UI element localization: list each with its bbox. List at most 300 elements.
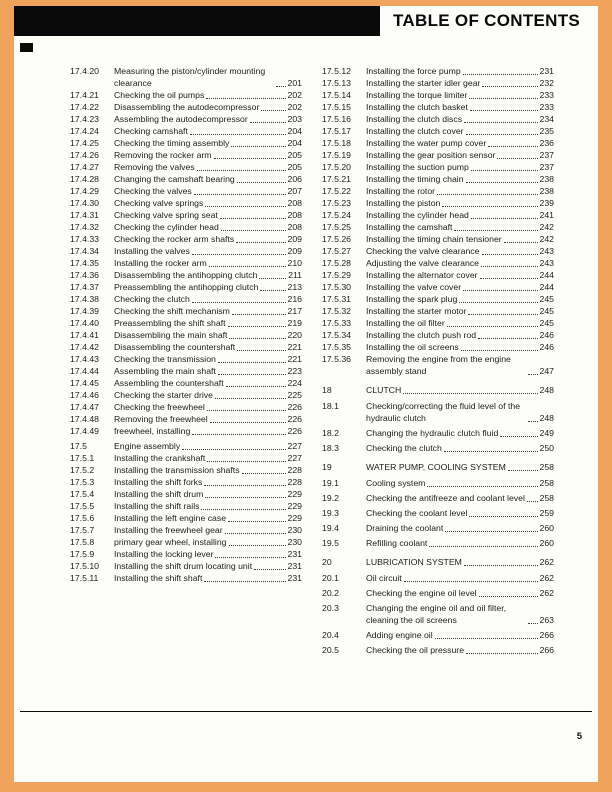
toc-entry-body <box>114 281 302 293</box>
toc-entry-title: Installing the gear position sensor <box>366 150 496 160</box>
toc-entry[interactable] <box>322 281 554 293</box>
toc-entry-title: Refilling coolant <box>366 538 428 548</box>
toc-entry-number: 20.1 <box>322 573 339 583</box>
toc-entry-number: 17.5.18 <box>322 138 351 148</box>
toc-entry-title: Installing the shift forks <box>114 477 203 487</box>
toc-entry[interactable] <box>322 137 554 149</box>
header-rule-bar <box>14 6 380 36</box>
toc-entry-body <box>366 384 554 396</box>
toc-entry-number: 17.5.3 <box>70 477 95 487</box>
dot-leader <box>466 182 538 183</box>
toc-entry-title: Installing the oil filter <box>366 318 445 328</box>
toc-entry-title: Installing the timing chain tensioner <box>366 234 502 244</box>
toc-entry-title: Installing the shift drum <box>114 489 204 499</box>
toc-entry-title: CLUTCH <box>366 385 402 395</box>
toc-entry[interactable] <box>70 137 302 149</box>
dot-leader <box>194 194 286 195</box>
toc-entry[interactable] <box>322 329 554 341</box>
toc-entry[interactable] <box>322 65 554 77</box>
dot-leader <box>231 146 285 147</box>
toc-entry-body <box>114 113 302 125</box>
toc-entry[interactable] <box>70 101 302 113</box>
dot-leader <box>215 398 286 399</box>
toc-entry[interactable] <box>70 197 302 209</box>
dot-leader <box>488 146 537 147</box>
toc-entry-body <box>114 548 302 560</box>
toc-entry-title: Checking/correcting the fluid level of the hydraulic clutch <box>366 401 521 423</box>
toc-entry-body <box>366 507 554 519</box>
toc-entry-page: 202 <box>287 90 302 100</box>
toc-entry-body <box>366 522 554 534</box>
toc-entry-number: 17.4.41 <box>70 330 99 340</box>
dot-leader <box>429 546 537 547</box>
toc-entry-title: Checking valve springs <box>114 198 204 208</box>
toc-entry-body <box>114 572 302 584</box>
toc-entry-page: 243 <box>539 246 554 256</box>
toc-entry-number: 17.5.29 <box>322 270 351 280</box>
toc-entry-body <box>114 161 302 173</box>
toc-entry-title: WATER PUMP, COOLING SYSTEM <box>366 462 506 472</box>
toc-entry-page: 246 <box>539 342 554 352</box>
toc-entry[interactable] <box>70 572 302 584</box>
toc-column-right <box>322 65 554 656</box>
toc-entry[interactable] <box>322 644 554 656</box>
toc-entry-page: 259 <box>539 508 554 518</box>
toc-entry-number: 17.5.27 <box>322 246 351 256</box>
dot-leader <box>482 86 537 87</box>
toc-entry[interactable] <box>70 329 302 341</box>
toc-entry-number: 17.5.9 <box>70 549 95 559</box>
toc-entry-title: LUBRICATION SYSTEM <box>366 557 462 567</box>
toc-entry-page: 266 <box>539 645 554 655</box>
toc-entry-page: 206 <box>287 174 302 184</box>
toc-column-left <box>70 65 302 656</box>
toc-entry-page: 229 <box>287 501 302 511</box>
dot-leader <box>218 374 286 375</box>
toc-entry-body <box>366 185 554 197</box>
toc-entry-title: Removing the rocker arm <box>114 150 212 160</box>
toc-entry[interactable] <box>70 413 302 425</box>
toc-entry-number: 17.5.32 <box>322 306 351 316</box>
toc-entry-page: 237 <box>539 162 554 172</box>
dot-leader <box>205 206 285 207</box>
toc-entry-page: 205 <box>287 150 302 160</box>
toc-entry-page: 228 <box>287 465 302 475</box>
toc-entry-number: 17.4.42 <box>70 342 99 352</box>
toc-entry[interactable] <box>322 442 554 454</box>
toc-entry-body <box>114 488 302 500</box>
toc-entry-body <box>114 257 302 269</box>
toc-entry-title: Installing the torque limiter <box>366 90 468 100</box>
toc-entry-page: 238 <box>539 186 554 196</box>
toc-entry[interactable] <box>322 427 554 439</box>
dot-leader <box>442 206 537 207</box>
toc-entry-title: Installing the clutch discs <box>366 114 463 124</box>
toc-entry-number: 19.1 <box>322 478 339 488</box>
toc-entry[interactable] <box>70 221 302 233</box>
toc-entry[interactable] <box>70 149 302 161</box>
toc-entry-number: 17.5.7 <box>70 525 95 535</box>
toc-entry[interactable] <box>322 221 554 233</box>
toc-entry[interactable] <box>70 452 302 464</box>
dot-leader <box>528 374 538 375</box>
toc-entry-body <box>114 353 302 365</box>
section-corner-mark <box>20 43 33 52</box>
toc-entry-page: 231 <box>287 549 302 559</box>
toc-entry[interactable] <box>322 477 554 489</box>
toc-entry[interactable] <box>70 440 302 452</box>
toc-entry-body <box>366 644 554 656</box>
toc-entry-number: 17.5.12 <box>322 66 351 76</box>
toc-entry[interactable] <box>322 522 554 534</box>
toc-entry[interactable] <box>70 488 302 500</box>
toc-entry-body <box>366 537 554 549</box>
toc-entry[interactable] <box>70 401 302 413</box>
toc-entry-page: 207 <box>287 186 302 196</box>
toc-entry[interactable] <box>322 507 554 519</box>
toc-entry-title: Checking the cylinder head <box>114 222 219 232</box>
toc-entry-body <box>366 89 554 101</box>
toc-entry-body <box>114 365 302 377</box>
toc-entry-number: 19.3 <box>322 508 339 518</box>
toc-entry[interactable] <box>70 341 302 353</box>
toc-entry-number: 18 <box>322 385 332 395</box>
toc-entry-page: 230 <box>287 525 302 535</box>
toc-entry-title: Adjusting the valve clearance <box>366 258 480 268</box>
toc-entry-title: Installing the clutch push rod <box>366 330 477 340</box>
toc-entry-body <box>366 245 554 257</box>
toc-entry-title: Installing the clutch cover <box>366 126 464 136</box>
toc-entry[interactable] <box>70 113 302 125</box>
toc-entry[interactable] <box>70 524 302 536</box>
toc-entry-number: 20.2 <box>322 588 339 598</box>
toc-entry-number: 17.4.49 <box>70 426 99 436</box>
toc-entry-page: 209 <box>287 234 302 244</box>
toc-entry-page: 216 <box>287 294 302 304</box>
toc-entry[interactable] <box>70 161 302 173</box>
dot-leader <box>528 421 538 422</box>
toc-entry-body <box>366 161 554 173</box>
toc-entry-body <box>366 233 554 245</box>
toc-entry-title: Installing the suction pump <box>366 162 469 172</box>
dot-leader <box>276 86 286 87</box>
toc-entry-body <box>114 476 302 488</box>
toc-entry-body <box>114 464 302 476</box>
toc-entry[interactable] <box>322 185 554 197</box>
toc-entry-page: 239 <box>539 198 554 208</box>
toc-entry-number: 17.5.14 <box>322 90 351 100</box>
toc-entry[interactable] <box>70 185 302 197</box>
toc-entry[interactable] <box>70 365 302 377</box>
toc-entry-body <box>114 149 302 161</box>
toc-entry-page: 226 <box>287 414 302 424</box>
toc-entry-body <box>114 329 302 341</box>
toc-entry[interactable] <box>70 464 302 476</box>
toc-entry[interactable] <box>322 353 554 377</box>
toc-entry-page: 247 <box>539 366 554 376</box>
toc-entry-page: 258 <box>539 493 554 503</box>
toc-entry-number: 20 <box>322 557 332 567</box>
toc-entry-title: Draining the coolant <box>366 523 444 533</box>
toc-entry-page: 213 <box>287 282 302 292</box>
toc-entry-title: Disassembling the countershaft <box>114 342 236 352</box>
toc-entry[interactable] <box>322 125 554 137</box>
toc-entry[interactable] <box>322 461 554 473</box>
toc-entry[interactable] <box>322 257 554 269</box>
toc-entry-title: Assembling the main shaft <box>114 366 216 376</box>
toc-entry-number: 17.4.31 <box>70 210 99 220</box>
toc-entry-page: 248 <box>539 385 554 395</box>
toc-entry[interactable] <box>70 245 302 257</box>
toc-entry-number: 17.5.22 <box>322 186 351 196</box>
dot-leader <box>464 122 537 123</box>
toc-entry[interactable] <box>322 492 554 504</box>
toc-entry-number: 17.5.36 <box>322 354 351 364</box>
dot-leader <box>204 485 285 486</box>
dot-leader <box>469 98 537 99</box>
toc-entry-number: 19.4 <box>322 523 339 533</box>
toc-entry-number: 17.5.25 <box>322 222 351 232</box>
toc-entry[interactable] <box>70 209 302 221</box>
toc-entry-body <box>366 209 554 221</box>
toc-entry-title: Installing the left engine case <box>114 513 227 523</box>
dot-leader <box>479 596 538 597</box>
toc-entry-number: 17.4.44 <box>70 366 99 376</box>
toc-entry-page: 223 <box>287 366 302 376</box>
toc-entry-title: Installing the rocker arm <box>114 258 207 268</box>
toc-entry[interactable] <box>70 389 302 401</box>
toc-entry-title: Preassembling the shift shaft <box>114 318 226 328</box>
dot-leader <box>260 290 285 291</box>
toc-entry[interactable] <box>70 89 302 101</box>
toc-entry[interactable] <box>70 536 302 548</box>
toc-entry-number: 20.5 <box>322 645 339 655</box>
toc-entry-number: 17.5.10 <box>70 561 99 571</box>
toc-entry-number: 17.4.20 <box>70 66 99 76</box>
toc-entry-body <box>114 377 302 389</box>
dot-leader <box>469 516 537 517</box>
dot-leader <box>404 581 538 582</box>
toc-entry-number: 17.5.4 <box>70 489 95 499</box>
toc-entry-number: 17.5.20 <box>322 162 351 172</box>
toc-entry-body <box>366 442 554 454</box>
dot-leader <box>481 266 537 267</box>
toc-entry[interactable] <box>70 377 302 389</box>
toc-entry[interactable] <box>322 89 554 101</box>
toc-entry-page: 227 <box>287 453 302 463</box>
toc-entry-number: 17.4.47 <box>70 402 99 412</box>
toc-entry-title: Removing the valves <box>114 162 195 172</box>
dot-leader <box>454 230 537 231</box>
toc-entry-number: 17.5.11 <box>70 573 99 583</box>
dot-leader <box>259 278 286 279</box>
dot-leader <box>236 242 285 243</box>
toc-entry-page: 211 <box>288 270 302 280</box>
dot-leader <box>403 393 537 394</box>
toc-entry-title: Checking the transmission <box>114 354 216 364</box>
toc-entry-body <box>366 329 554 341</box>
toc-entry[interactable] <box>70 500 302 512</box>
toc-entry[interactable] <box>322 233 554 245</box>
toc-entry[interactable] <box>322 197 554 209</box>
toc-entry[interactable] <box>70 293 302 305</box>
toc-entry[interactable] <box>70 257 302 269</box>
toc-entry-body <box>114 173 302 185</box>
toc-entry[interactable] <box>70 281 302 293</box>
toc-entry-body <box>114 101 302 113</box>
toc-entry[interactable] <box>322 173 554 185</box>
toc-entry[interactable] <box>322 269 554 281</box>
dot-leader <box>220 218 286 219</box>
toc-entry[interactable] <box>322 537 554 549</box>
dot-leader <box>471 218 538 219</box>
toc-entry-page: 266 <box>539 630 554 640</box>
toc-entry-title: Checking the engine oil level <box>366 588 477 598</box>
toc-entry-number: 17.5.31 <box>322 294 351 304</box>
toc-entry[interactable] <box>322 149 554 161</box>
toc-entry-number: 17.5.6 <box>70 513 95 523</box>
dot-leader <box>182 449 285 450</box>
toc-entry[interactable] <box>70 65 302 89</box>
toc-entry-title: Removing the freewheel <box>114 414 208 424</box>
toc-entry-body <box>366 149 554 161</box>
toc-entry[interactable] <box>322 384 554 396</box>
toc-entry[interactable] <box>70 173 302 185</box>
toc-entry-number: 19.5 <box>322 538 339 548</box>
toc-entry-number: 19.2 <box>322 493 339 503</box>
toc-entry[interactable] <box>70 476 302 488</box>
toc-entry-title: Installing the starter idler gear <box>366 78 481 88</box>
toc-entry[interactable] <box>70 548 302 560</box>
toc-entry-number: 17.4.33 <box>70 234 99 244</box>
toc-entry[interactable] <box>322 209 554 221</box>
toc-entry-title: Installing the alternator cover <box>366 270 478 280</box>
toc-entry[interactable] <box>70 353 302 365</box>
toc-entry-title: Checking the oil pumps <box>114 90 205 100</box>
toc-entry-title: Checking the starter drive <box>114 390 213 400</box>
toc-entry-title: Checking the rocker arm shafts <box>114 234 235 244</box>
toc-entry-page: 245 <box>539 294 554 304</box>
toc-entry[interactable] <box>322 77 554 89</box>
toc-entry-body <box>366 477 554 489</box>
toc-entry-page: 262 <box>539 573 554 583</box>
toc-entry-title: Disassembling the main shaft <box>114 330 228 340</box>
toc-entry[interactable] <box>70 560 302 572</box>
toc-entry[interactable] <box>70 125 302 137</box>
dot-leader <box>464 565 538 566</box>
toc-entry-number: 17.4.28 <box>70 174 99 184</box>
dot-leader <box>218 362 286 363</box>
toc-entry-number: 17.5.19 <box>322 150 351 160</box>
toc-entry-title: Installing the rotor <box>366 186 436 196</box>
dot-leader <box>232 314 286 315</box>
toc-entry-number: 17.4.36 <box>70 270 99 280</box>
dot-leader <box>528 623 538 624</box>
dot-leader <box>470 110 538 111</box>
toc-entry[interactable] <box>322 341 554 353</box>
toc-entry[interactable] <box>322 400 554 424</box>
toc-entry-page: 231 <box>287 573 302 583</box>
toc-entry-page: 258 <box>539 478 554 488</box>
toc-entry[interactable] <box>70 305 302 317</box>
toc-entry[interactable] <box>322 629 554 641</box>
toc-entry-page: 220 <box>287 330 302 340</box>
toc-entry-title: Checking the freewheel <box>114 402 205 412</box>
toc-entry[interactable] <box>70 233 302 245</box>
toc-entry-title: Installing the transmission shafts <box>114 465 240 475</box>
toc-entry[interactable] <box>70 269 302 281</box>
dot-leader <box>242 473 286 474</box>
toc-entry-body <box>114 389 302 401</box>
toc-entry-title: Checking the timing assembly <box>114 138 230 148</box>
toc-entry-title: Disassembling the autodecompressor <box>114 102 260 112</box>
toc-entry-page: 227 <box>287 441 302 451</box>
toc-entry[interactable] <box>322 602 554 626</box>
toc-entry-page: 208 <box>287 198 302 208</box>
toc-entry-number: 17.4.35 <box>70 258 99 268</box>
toc-entry-page: 248 <box>539 413 554 423</box>
dot-leader <box>254 569 285 570</box>
toc-entry-body <box>114 233 302 245</box>
dot-leader <box>463 290 537 291</box>
toc-entry-body <box>366 257 554 269</box>
toc-entry-number: 17.5.33 <box>322 318 351 328</box>
toc-entry-body <box>366 293 554 305</box>
toc-entry-body <box>114 401 302 413</box>
toc-entry[interactable] <box>322 305 554 317</box>
toc-entry[interactable] <box>70 425 302 437</box>
toc-entry[interactable] <box>322 293 554 305</box>
toc-entry-body <box>114 305 302 317</box>
dot-leader <box>527 501 538 502</box>
toc-entry-title: Checking the valves <box>114 186 192 196</box>
toc-entry[interactable] <box>322 245 554 257</box>
toc-entry-title: Installing the shift drum locating unit <box>114 561 253 571</box>
toc-entry-page: 201 <box>287 78 302 88</box>
toc-entry[interactable] <box>322 587 554 599</box>
toc-entry-page: 250 <box>539 443 554 453</box>
toc-entry[interactable] <box>70 512 302 524</box>
dot-leader <box>463 74 538 75</box>
dot-leader <box>229 338 285 339</box>
toc-entry-page: 224 <box>287 378 302 388</box>
toc-entry-number: 17.4.38 <box>70 294 99 304</box>
toc-entry[interactable] <box>70 317 302 329</box>
toc-entry[interactable] <box>322 317 554 329</box>
toc-entry[interactable] <box>322 113 554 125</box>
toc-entry-page: 226 <box>287 402 302 412</box>
dot-leader <box>226 386 286 387</box>
toc-entry-number: 17.4.24 <box>70 126 99 136</box>
toc-entry-number: 17.4.48 <box>70 414 99 424</box>
toc-entry-number: 17.4.46 <box>70 390 99 400</box>
toc-entry[interactable] <box>322 101 554 113</box>
dot-leader <box>209 266 286 267</box>
toc-entry-number: 17.4.34 <box>70 246 99 256</box>
toc-entry-body <box>366 269 554 281</box>
toc-entry-page: 204 <box>287 126 302 136</box>
dot-leader <box>205 497 285 498</box>
toc-entry-title: Installing the shift shaft <box>114 573 203 583</box>
toc-entry-title: Checking valve spring seat <box>114 210 218 220</box>
toc-entry[interactable] <box>322 572 554 584</box>
toc-entry[interactable] <box>322 161 554 173</box>
toc-entry-number: 18.1 <box>322 401 339 411</box>
toc-entry-body <box>114 425 302 437</box>
toc-entry-body <box>114 269 302 281</box>
dot-leader <box>466 134 538 135</box>
toc-entry[interactable] <box>322 556 554 568</box>
